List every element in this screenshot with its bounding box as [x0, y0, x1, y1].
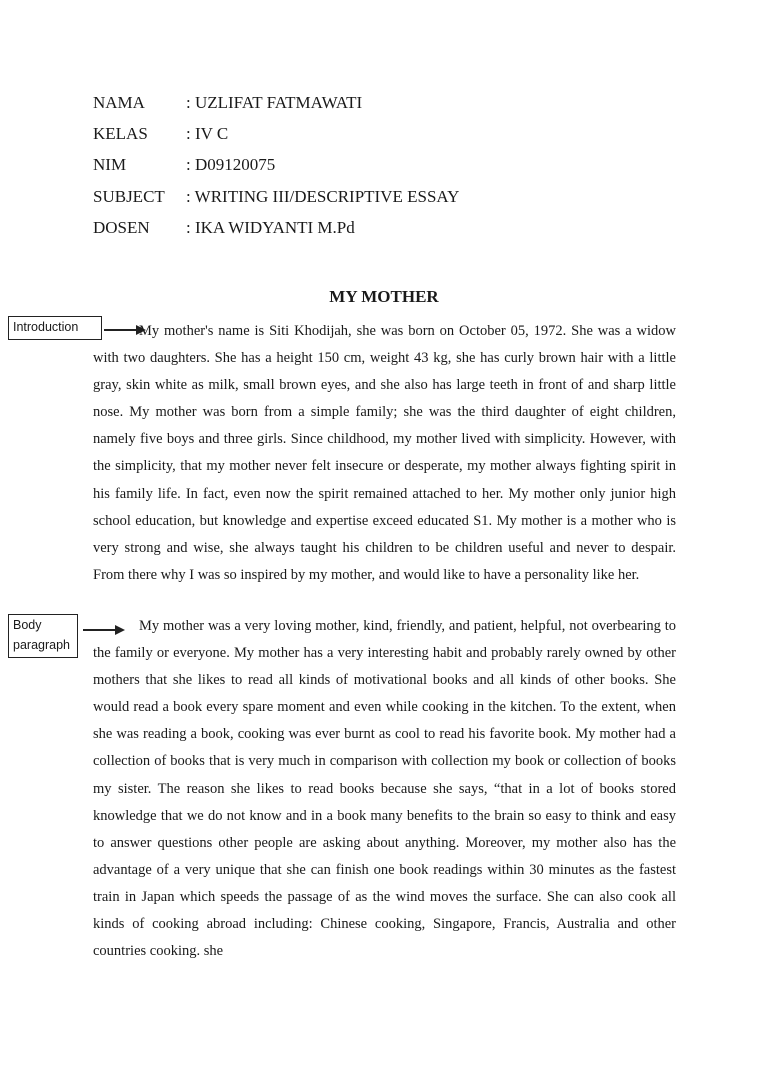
header-row-kelas: [93, 124, 228, 144]
body-label-line1: Body: [13, 618, 42, 632]
body-paragraph-text: My mother was a very loving mother, kind, friendly, and patient, helpful, not overbearing to the family or everyone. My mother has a very interesting habit and probably rarely owned by other mothers that she likes to read all kinds of motivational books and all kinds of other books. She would read a book every spare moment and even while cooking in the kitchen. To the extent, when she was reading a book, cooking was ever burnt as cool to read his favorite book. My mother had a collection of books that is very much in comparison with collection my book or collection of books my sister. The reason she likes to read books because she says, “that in a lot of books stored knowledge that we do not know and in a book many benefits to the brain so easy to think and easy to answer questions other people are asking about anything. Moreover, my mother also has the advantage of a very unique that she can finish one book readings within 30 minutes as the fastest train in Japan which speeds the passage of as the wind moves the surface. She can also cook all kinds of cooking abroad including: Chinese cooking, Singapore, Francis, Australia and other countries cooking. she: [93, 618, 676, 960]
intro-paragraph-text: My mother's name is Siti Khodijah, she was born on October 05, 1972. She was a widow with two daughters. She has a height 150 cm, weight 43 kg, she has curly brown hair with a little gray, skin white as milk, small brown eyes, and she also has large teeth in front of and sharp little nose. My mother was born from a simple family; she was the third daughter of eight children, namely five boys and three girls. Since childhood, my mother lived with simplicity. However, with the simplicity, that my mother never felt insecure or desperate, my mother always fighting spirit in his family life. In fact, even now the spirit remained attached to her. My mother only junior high school education, but knowledge and expertise exceed educated S1. My mother is a mother who is very strong and wise, she always taught his children to be children useful and never to despair. From there why I was so inspired by my mother, and would like to have a personality like her.: [93, 323, 676, 583]
header-value: : IKA WIDYANTI M.Pd: [186, 218, 355, 237]
header-value: : UZLIFAT FATMAWATI: [186, 93, 363, 112]
header-value: : IV C: [186, 124, 229, 143]
header-value: : WRITING III/DESCRIPTIVE ESSAY: [186, 187, 460, 206]
header-row-dosen: [93, 218, 355, 238]
header-value: : D09120075: [186, 155, 276, 174]
body-paragraph: [93, 613, 676, 965]
header-row-nama: [93, 93, 362, 113]
header-row-nim: [93, 155, 275, 175]
header-key: SUBJECT: [93, 187, 165, 206]
header-row-subject: [93, 187, 459, 207]
essay-title: MY MOTHER: [329, 287, 439, 306]
introduction-label-text: Introduction: [13, 320, 79, 334]
introduction-label: [8, 316, 102, 340]
intro-paragraph: [93, 318, 676, 589]
body-paragraph-label: [8, 614, 78, 658]
header-key: DOSEN: [93, 218, 150, 237]
header-key: NIM: [93, 155, 127, 174]
body-label-line2: paragraph: [13, 638, 70, 652]
header-key: KELAS: [93, 124, 148, 143]
header-key: NAMA: [93, 93, 145, 112]
